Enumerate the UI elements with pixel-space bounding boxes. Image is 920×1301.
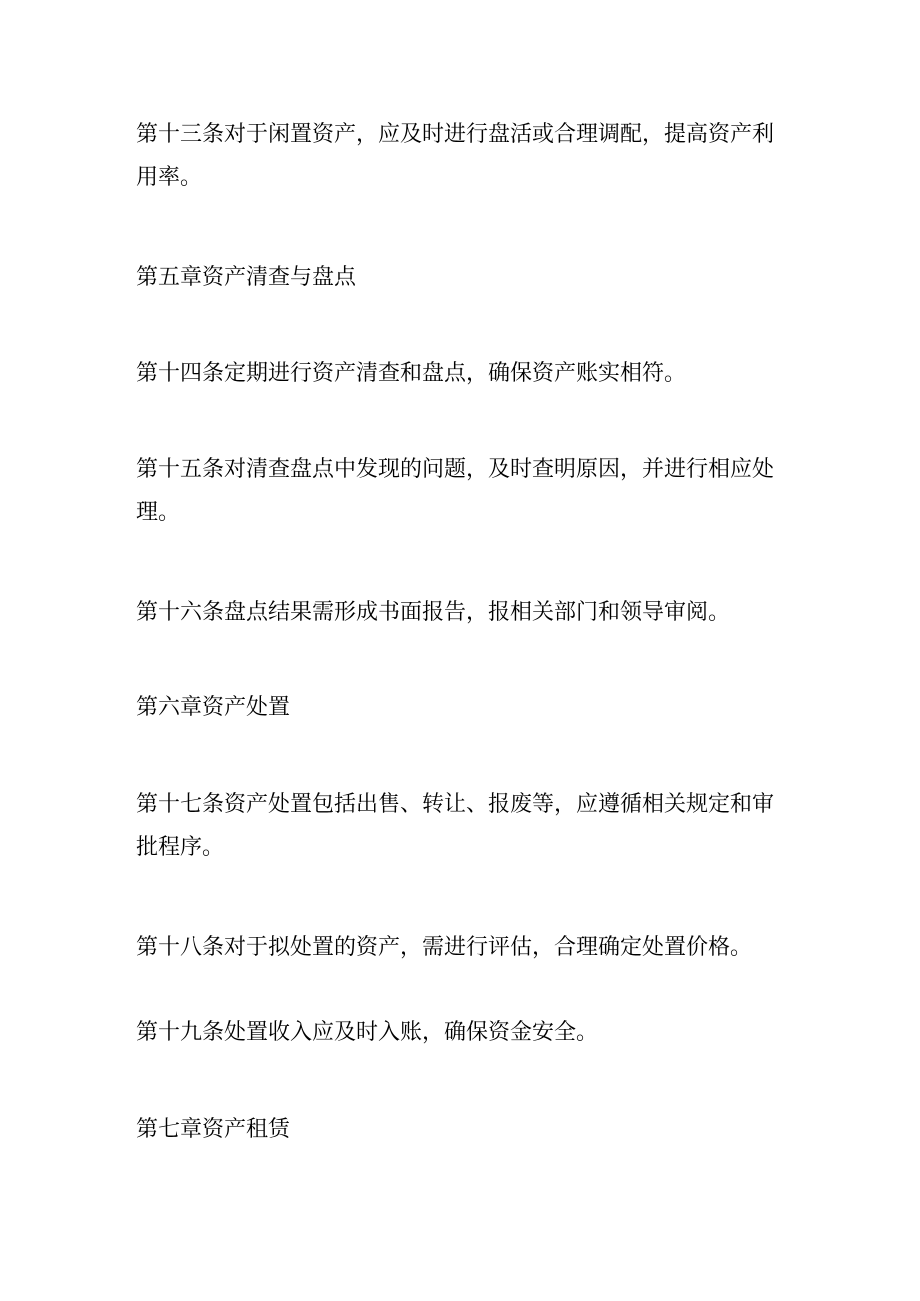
article-16-paragraph: 第十六条盘点结果需形成书面报告，报相关部门和领导审阅。 [136,600,731,625]
chapter-5-heading: 第五章资产清查与盘点 [136,265,357,290]
article-15-paragraph: 第十五条对清查盘点中发现的问题，及时查明原因，并进行相应处理。 [136,457,775,525]
article-17-paragraph: 第十七条资产处置包括出售、转让、报废等，应遵循相关规定和审批程序。 [136,792,775,860]
chapter-7-heading: 第七章资产租赁 [136,1117,291,1142]
article-19-paragraph: 第十九条处置收入应及时入账，确保资金安全。 [136,1020,599,1045]
article-14-paragraph: 第十四条定期进行资产清查和盘点，确保资产账实相符。 [136,361,687,386]
chapter-6-heading: 第六章资产处置 [136,695,291,720]
article-13-paragraph: 第十三条对于闲置资产，应及时进行盘活或合理调配，提高资产利用率。 [136,122,775,190]
article-18-paragraph: 第十八条对于拟处置的资产，需进行评估，合理确定处置价格。 [136,935,753,960]
